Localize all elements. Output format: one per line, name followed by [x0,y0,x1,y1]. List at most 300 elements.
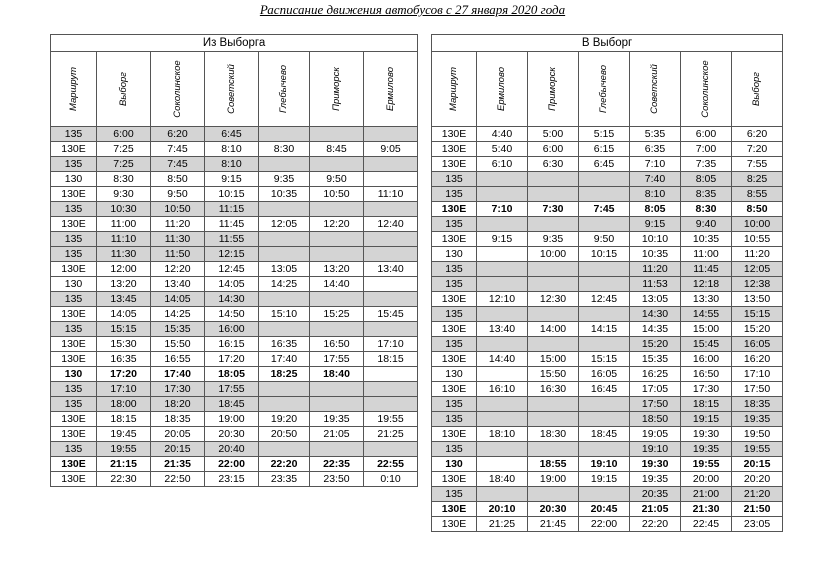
departure-time [477,217,528,232]
departure-time [259,292,310,307]
departure-time: 21:35 [151,457,205,472]
departure-time: 9:35 [259,172,310,187]
column-header-label: Советский [225,64,237,114]
departure-time: 9:50 [310,172,364,187]
departure-time [477,412,528,427]
departure-time: 21:45 [528,517,579,532]
schedule-row [432,187,783,202]
departure-time: 17:55 [205,382,259,397]
departure-time [364,172,418,187]
departure-time: 10:00 [528,247,579,262]
departure-time: 20:30 [205,427,259,442]
departure-time: 16:50 [310,337,364,352]
departure-time [477,172,528,187]
route-number: 130Е [432,427,477,442]
departure-time: 22:50 [151,472,205,487]
departure-time [579,412,630,427]
departure-time [528,412,579,427]
schedule-row [432,142,783,157]
route-number: 135 [51,292,97,307]
departure-time [259,202,310,217]
departure-time: 21:30 [681,502,732,517]
departure-time [477,397,528,412]
departure-time: 16:00 [681,352,732,367]
schedule-row [432,322,783,337]
departure-time: 21:15 [97,457,151,472]
schedule-row [51,277,418,292]
route-number: 135 [51,127,97,142]
column-header-row [432,52,783,127]
departure-time: 11:45 [205,217,259,232]
departure-time: 5:35 [630,127,681,142]
departure-time: 11:20 [151,217,205,232]
departure-time: 9:15 [630,217,681,232]
departure-time: 18:05 [205,367,259,382]
schedule-row [432,502,783,517]
departure-time: 7:10 [477,202,528,217]
departure-time: 9:30 [97,187,151,202]
route-number: 135 [432,412,477,427]
departure-time: 21:20 [732,487,783,502]
departure-time: 21:05 [310,427,364,442]
departure-time: 9:15 [477,232,528,247]
departure-time: 16:55 [151,352,205,367]
departure-time [364,232,418,247]
departure-time: 19:35 [732,412,783,427]
departure-time [579,262,630,277]
departure-time: 20:15 [732,457,783,472]
departure-time [259,127,310,142]
departure-time: 19:50 [732,427,783,442]
departure-time: 10:35 [630,247,681,262]
column-header-label: Ермилово [384,67,396,111]
schedule-row [51,202,418,217]
departure-time: 11:10 [97,232,151,247]
schedule-row [51,127,418,142]
departure-time: 18:10 [477,427,528,442]
departure-time: 15:10 [259,307,310,322]
departure-time: 21:25 [477,517,528,532]
column-header-label: Маршрут [448,66,459,112]
route-number: 135 [432,187,477,202]
departure-time: 18:45 [205,397,259,412]
departure-time: 6:10 [477,157,528,172]
departure-time: 19:00 [528,472,579,487]
departure-time: 8:10 [205,157,259,172]
departure-time: 15:45 [681,337,732,352]
departure-time: 19:30 [681,427,732,442]
column-header-label: Советский [649,64,660,114]
departure-time [477,487,528,502]
departure-time: 20:45 [579,502,630,517]
departure-time [310,202,364,217]
departure-time: 17:50 [630,397,681,412]
departure-time: 18:20 [151,397,205,412]
departure-time: 7:00 [681,142,732,157]
departure-time [259,397,310,412]
departure-time: 16:05 [732,337,783,352]
schedule-row [51,232,418,247]
departure-time: 13:20 [310,262,364,277]
schedule-row [432,262,783,277]
route-number: 130 [51,172,97,187]
departure-time: 22:55 [364,457,418,472]
departure-time: 22:00 [205,457,259,472]
departure-time: 21:00 [681,487,732,502]
schedule-row [432,337,783,352]
departure-time [259,442,310,457]
route-number: 130Е [51,472,97,487]
departure-time: 10:15 [579,247,630,262]
route-number: 130Е [51,427,97,442]
departure-time: 16:50 [681,367,732,382]
departure-time: 6:20 [151,127,205,142]
departure-time [528,217,579,232]
departure-time: 15:15 [97,322,151,337]
schedule-row [432,127,783,142]
departure-time: 7:25 [97,142,151,157]
departure-time: 16:25 [630,367,681,382]
departure-time: 13:40 [151,277,205,292]
departure-time: 11:20 [630,262,681,277]
departure-time: 17:05 [630,382,681,397]
departure-time [259,382,310,397]
schedule-row [51,412,418,427]
departure-time: 20:50 [259,427,310,442]
schedule-row [51,262,418,277]
route-number: 135 [51,397,97,412]
departure-time: 10:15 [205,187,259,202]
schedule-row [432,217,783,232]
departure-time: 9:15 [205,172,259,187]
departure-time: 12:18 [681,277,732,292]
departure-time: 19:05 [630,427,681,442]
schedule-row [51,142,418,157]
direction-heading: Из Выборга [51,35,418,52]
departure-time: 17:20 [205,352,259,367]
departure-time: 17:10 [97,382,151,397]
departure-time: 19:35 [630,472,681,487]
departure-time: 15:00 [528,352,579,367]
departure-time [310,127,364,142]
departure-time: 8:50 [732,202,783,217]
departure-time: 19:20 [259,412,310,427]
departure-time: 4:40 [477,127,528,142]
departure-time: 20:40 [205,442,259,457]
departure-time [364,367,418,382]
route-number: 135 [51,232,97,247]
schedule-row [432,247,783,262]
route-number: 130Е [51,142,97,157]
column-header-row [51,52,418,127]
column-header-label: Соколинское [171,60,183,118]
schedule-row [432,277,783,292]
departure-time [528,487,579,502]
route-number: 130 [432,367,477,382]
departure-time [310,232,364,247]
departure-time: 8:45 [310,142,364,157]
departure-time: 10:35 [259,187,310,202]
column-header-label: Приморск [330,67,342,111]
departure-time: 22:45 [681,517,732,532]
departure-time: 8:30 [681,202,732,217]
route-number: 130Е [432,472,477,487]
schedule-row [51,442,418,457]
column-header-label: Выборг [751,72,763,106]
departure-time: 10:50 [151,202,205,217]
departure-time: 12:00 [97,262,151,277]
departure-time: 11:30 [151,232,205,247]
column-header [364,52,418,127]
route-number: 130 [432,247,477,262]
departure-time: 11:45 [681,262,732,277]
departure-time: 17:20 [97,367,151,382]
departure-time: 14:00 [528,322,579,337]
departure-time [528,337,579,352]
departure-time [364,157,418,172]
departure-time: 10:55 [732,232,783,247]
departure-time: 11:00 [681,247,732,262]
departure-time: 19:55 [732,442,783,457]
schedule-row [51,247,418,262]
schedule-row [51,157,418,172]
departure-time: 15:35 [151,322,205,337]
schedule-row [432,292,783,307]
departure-time: 16:35 [97,352,151,367]
column-header [259,52,310,127]
route-number: 130Е [432,517,477,532]
column-header-label: Соколинское [700,60,711,118]
departure-time [310,157,364,172]
departure-time [310,382,364,397]
departure-time: 16:45 [579,382,630,397]
column-header-label: Глебычево [278,65,289,113]
departure-time: 19:10 [630,442,681,457]
departure-time: 12:40 [364,217,418,232]
departure-time [310,322,364,337]
departure-time: 8:30 [259,142,310,157]
route-number: 135 [432,397,477,412]
schedule-row [432,232,783,247]
schedule-row [432,202,783,217]
departure-time: 19:55 [97,442,151,457]
route-number: 135 [432,337,477,352]
departure-time: 0:10 [364,472,418,487]
departure-time: 12:15 [205,247,259,262]
departure-time: 10:50 [310,187,364,202]
column-header-label: Маршрут [67,66,79,112]
route-number: 130Е [432,232,477,247]
departure-time [364,442,418,457]
departure-time: 7:55 [732,157,783,172]
to-vyborg-body [432,35,783,532]
departure-time: 7:45 [151,157,205,172]
departure-time [528,307,579,322]
departure-time: 22:20 [259,457,310,472]
departure-time: 19:55 [681,457,732,472]
departure-time [364,247,418,262]
route-number: 130Е [432,127,477,142]
departure-time: 16:05 [579,367,630,382]
departure-time: 12:05 [732,262,783,277]
departure-time: 22:20 [630,517,681,532]
departure-time [477,247,528,262]
route-number: 135 [432,277,477,292]
column-header [151,52,205,127]
departure-time [364,292,418,307]
schedule-row [432,382,783,397]
to-vyborg-table [431,34,783,532]
departure-time: 11:20 [732,247,783,262]
column-header [732,52,783,127]
departure-time: 13:20 [97,277,151,292]
departure-time: 18:35 [732,397,783,412]
departure-time: 6:00 [681,127,732,142]
schedule-row [432,307,783,322]
departure-time: 21:50 [732,502,783,517]
route-number: 135 [432,307,477,322]
departure-time: 11:15 [205,202,259,217]
departure-time [259,247,310,262]
departure-time: 6:35 [630,142,681,157]
departure-time: 20:20 [732,472,783,487]
departure-time: 14:30 [630,307,681,322]
route-number: 130Е [432,382,477,397]
departure-time: 18:15 [681,397,732,412]
departure-time: 7:10 [630,157,681,172]
column-header [51,52,97,127]
departure-time: 14:50 [205,307,259,322]
departure-time: 6:30 [528,157,579,172]
departure-time: 18:25 [259,367,310,382]
departure-time: 7:25 [97,157,151,172]
departure-time: 16:00 [205,322,259,337]
departure-time: 9:50 [579,232,630,247]
departure-time: 14:05 [97,307,151,322]
departure-time [259,322,310,337]
departure-time: 20:35 [630,487,681,502]
departure-time: 15:15 [579,352,630,367]
departure-time: 17:10 [732,367,783,382]
departure-time: 23:15 [205,472,259,487]
schedule-row [51,337,418,352]
route-number: 130Е [51,457,97,472]
route-number: 135 [51,322,97,337]
departure-time: 12:05 [259,217,310,232]
departure-time [310,292,364,307]
departure-time: 15:20 [732,322,783,337]
departure-time: 19:30 [630,457,681,472]
departure-time [477,457,528,472]
route-number: 130Е [432,292,477,307]
departure-time: 18:15 [97,412,151,427]
schedule-row [432,472,783,487]
departure-time: 6:45 [579,157,630,172]
departure-time: 14:25 [151,307,205,322]
departure-time [364,277,418,292]
departure-time: 19:35 [310,412,364,427]
departure-time: 15:15 [732,307,783,322]
schedule-row [51,187,418,202]
departure-time: 23:05 [732,517,783,532]
departure-time: 23:35 [259,472,310,487]
schedule-row [51,397,418,412]
departure-time: 22:00 [579,517,630,532]
from-vyborg-body [51,35,418,487]
departure-time: 8:10 [205,142,259,157]
departure-time: 15:25 [310,307,364,322]
departure-time: 8:10 [630,187,681,202]
column-header [528,52,579,127]
departure-time: 12:38 [732,277,783,292]
departure-time [310,247,364,262]
departure-time: 14:30 [205,292,259,307]
departure-time: 5:15 [579,127,630,142]
departure-time: 14:25 [259,277,310,292]
departure-time: 17:50 [732,382,783,397]
departure-time [310,397,364,412]
route-number: 135 [432,442,477,457]
departure-time: 8:50 [151,172,205,187]
column-header [432,52,477,127]
departure-time: 21:25 [364,427,418,442]
departure-time [579,487,630,502]
schedule-row [51,472,418,487]
departure-time: 14:40 [477,352,528,367]
departure-time: 11:55 [205,232,259,247]
departure-time: 15:45 [364,307,418,322]
departure-time: 13:30 [681,292,732,307]
departure-time: 7:40 [630,172,681,187]
departure-time: 16:15 [205,337,259,352]
departure-time: 8:30 [97,172,151,187]
route-number: 130Е [51,217,97,232]
route-number: 130 [51,367,97,382]
departure-time: 11:50 [151,247,205,262]
departure-time: 22:35 [310,457,364,472]
schedule-row [51,292,418,307]
departure-time: 15:20 [630,337,681,352]
from-vyborg-table [50,34,418,487]
route-number: 135 [51,157,97,172]
departure-time: 13:05 [630,292,681,307]
departure-time: 11:30 [97,247,151,262]
departure-time: 11:00 [97,217,151,232]
departure-time: 11:10 [364,187,418,202]
departure-time [477,307,528,322]
departure-time: 15:00 [681,322,732,337]
schedule-row [432,352,783,367]
departure-time: 17:55 [310,352,364,367]
departure-time: 18:40 [477,472,528,487]
departure-time [477,367,528,382]
departure-time [364,397,418,412]
departure-time: 8:05 [630,202,681,217]
departure-time: 19:15 [579,472,630,487]
departure-time: 12:20 [310,217,364,232]
departure-time [579,187,630,202]
departure-time: 17:10 [364,337,418,352]
schedule-row [432,172,783,187]
departure-time: 7:35 [681,157,732,172]
departure-time [579,337,630,352]
schedule-row [51,352,418,367]
departure-time: 20:00 [681,472,732,487]
departure-time: 13:50 [732,292,783,307]
departure-time: 14:15 [579,322,630,337]
departure-time: 18:45 [579,427,630,442]
route-number: 130Е [51,262,97,277]
